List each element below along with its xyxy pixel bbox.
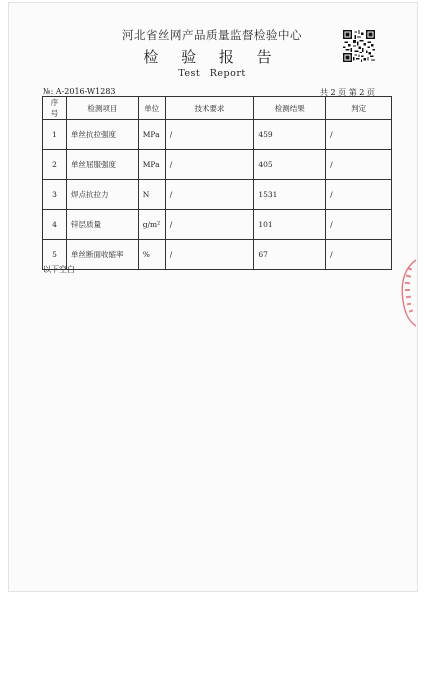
end-of-content-note: 以下空白: [43, 265, 75, 274]
cell-requirement: /: [165, 120, 254, 150]
table-row: [43, 210, 392, 240]
table-row: [43, 240, 392, 270]
cell-unit: g/m²: [138, 210, 165, 240]
results-table: [42, 96, 392, 270]
cell-unit: N: [138, 180, 165, 210]
cell-item: 单丝屈服强度: [66, 150, 138, 180]
header-item: 检测项目: [66, 97, 138, 120]
cell-no: 2: [43, 150, 67, 180]
cell-unit: MPa: [138, 120, 165, 150]
header-judgement: 判定: [326, 97, 392, 120]
cell-item: 焊点抗拉力: [66, 180, 138, 210]
cell-result: 67: [254, 240, 326, 270]
cell-requirement: /: [165, 210, 254, 240]
cell-item: 单丝断面收缩率: [66, 240, 138, 270]
header-seq: 序号: [43, 97, 67, 120]
header-requirement: 技术要求: [165, 97, 254, 120]
cell-unit: %: [138, 240, 165, 270]
official-seal: [396, 258, 418, 328]
cell-requirement: /: [165, 180, 254, 210]
cell-result: 1531: [254, 180, 326, 210]
cell-requirement: /: [165, 240, 254, 270]
cell-unit: MPa: [138, 150, 165, 180]
cell-item: 单丝抗拉强度: [66, 120, 138, 150]
table-row: [43, 180, 392, 210]
cell-judgement: /: [326, 240, 392, 270]
qr-code-icon: [343, 30, 375, 62]
report-subtitle: Test Report: [178, 68, 246, 79]
cell-item: 锌层质量: [66, 210, 138, 240]
cell-no: 4: [43, 210, 67, 240]
cell-result: 459: [254, 120, 326, 150]
cell-judgement: /: [326, 120, 392, 150]
table-row: [43, 120, 392, 150]
cell-result: 405: [254, 150, 326, 180]
cell-judgement: /: [326, 150, 392, 180]
cell-no: 5: [43, 240, 67, 270]
cell-judgement: /: [326, 180, 392, 210]
header-result: 检测结果: [254, 97, 326, 120]
cell-no: 1: [43, 120, 67, 150]
header-unit: 单位: [138, 97, 165, 120]
cell-result: 101: [254, 210, 326, 240]
report-number: №: A-2016-W1283: [43, 87, 116, 96]
page-indicator: 共 2 页 第 2 页: [320, 88, 375, 97]
report-title: 检 验 报 告: [143, 48, 281, 66]
table-header-row: [43, 97, 392, 120]
cell-no: 3: [43, 180, 67, 210]
cell-judgement: /: [326, 210, 392, 240]
organization-name: 河北省丝网产品质量监督检验中心: [122, 28, 302, 42]
cell-requirement: /: [165, 150, 254, 180]
table-row: [43, 150, 392, 180]
